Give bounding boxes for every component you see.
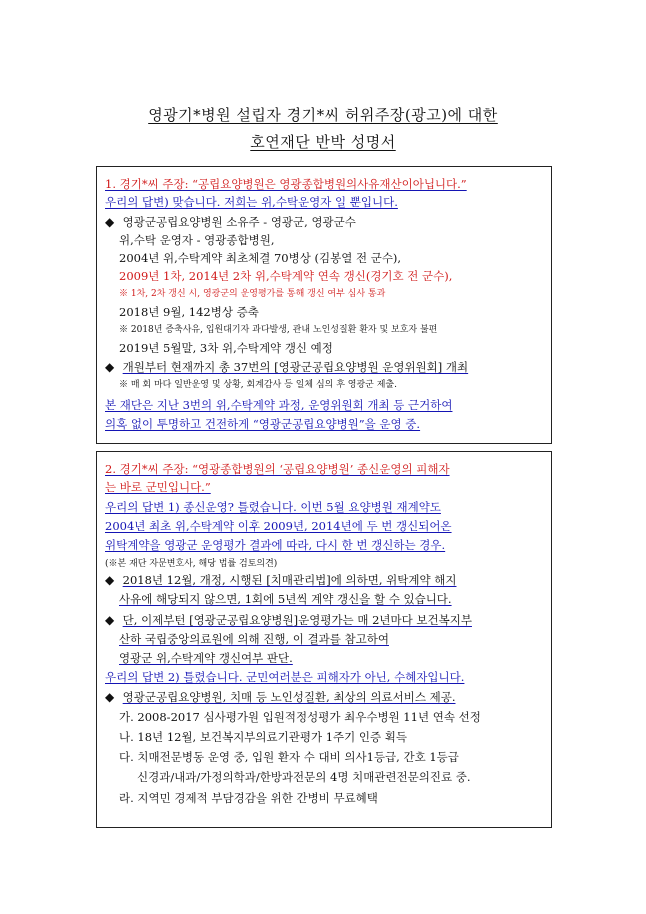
conclusion-line-2: 의혹 없이 투명하고 건전하게 “영광군공립요양병원”을 운영 중. bbox=[105, 417, 421, 431]
bullet-text: 2004년 위,수탁계약 최초체결 70병상 (김봉열 전 군수), bbox=[119, 251, 402, 265]
title-line-1: 영광기*병원 설립자 경기*씨 허위주장(광고)에 대한 bbox=[148, 106, 498, 124]
note-text: ※ 1차, 2차 갱신 시, 영광군의 운영평가를 통해 갱신 여부 심사 통과 bbox=[119, 289, 386, 299]
diamond-bullet-icon: ◆ bbox=[105, 573, 115, 587]
list-item-na: 나. 18년 12월, 보건복지부의료기관평가 1주기 인증 획득 bbox=[119, 730, 408, 744]
claim-2-line-2: 는 바로 군민입니다.” bbox=[105, 480, 211, 494]
answer-2-2: 우리의 답변 2) 틀렸습니다. 군민여러분은 피해자가 아닌, 수혜자입니다. bbox=[105, 670, 465, 684]
bullet-text: 2009년 1차, 2014년 2차 위,수탁계약 연속 갱신(경기호 전 군수), bbox=[119, 269, 453, 283]
list-item-da-cont: 신경과/내과/가정의학과/한방과전문의 4명 치매관련전문의진료 중. bbox=[137, 770, 471, 784]
list-item-ra: 라. 지역민 경제적 부담경감을 위한 간병비 무료혜택 bbox=[119, 791, 378, 805]
claim-1: 1. 경기*씨 주장: “공립요양병원은 영광종합병원의사유재산이아닙니다.” bbox=[105, 177, 467, 191]
diamond-bullet-icon: ◆ bbox=[105, 215, 115, 229]
section-box-2 bbox=[96, 451, 552, 828]
note-text: ※ 매 회 마다 일반운영 및 상황, 회계감사 등 일체 심의 후 영광군 제출. bbox=[119, 380, 397, 390]
bullet-text: 2018년 9월, 142병상 증축 bbox=[119, 305, 259, 319]
bullet-item-services: ◆ 영광군공립요양병원, 치매 등 노인성질환, 최상의 의료서비스 제공. bbox=[105, 690, 456, 704]
bullet-text: 영광군 위,수탁계약 갱신여부 판단. bbox=[119, 651, 293, 665]
bullet-item-owner: ◆ 영광군공립요양병원 소유주 - 영광군, 영광군수 bbox=[105, 215, 356, 229]
conclusion-line-1: 본 재단은 지난 3번의 위,수탁계약 과정, 운영위원회 개최 등 근거하여 bbox=[105, 398, 453, 412]
bullet-text: 위,수탁 운영자 - 영광종합병원, bbox=[119, 233, 275, 247]
answer-2-1-line-3: 위탁계약을 영광군 운영평가 결과에 따라, 다시 한 번 갱신하는 경우. bbox=[105, 538, 446, 552]
bullet-item-dementia-law: ◆ 2018년 12월, 개정, 시행된 [치매관리법]에 의하면, 위탁계약 해지 bbox=[105, 573, 457, 587]
claim-2-line-1: 2. 경기*씨 주장: “영광종합병원의 ‘공립요양병원’ 종신운영의 피해자 bbox=[105, 462, 450, 476]
bullet-item-evaluation: ◆ 단, 이제부턴 [영광군공립요양병원]운영평가는 매 2년마다 보건복지부 bbox=[105, 613, 472, 627]
bullet-text: 2019년 5월말, 3차 위,수탁계약 갱신 예정 bbox=[119, 341, 333, 355]
legal-note: (※본 재단 자문변호사, 해당 법률 검토의견) bbox=[105, 559, 278, 569]
list-item-da: 다. 치매전문병동 운영 중, 입원 환자 수 대비 의사1등급, 간호 1등급 bbox=[119, 750, 459, 764]
section-box-1 bbox=[96, 166, 552, 444]
answer-1: 우리의 답변) 맞습니다. 저희는 위,수탁운영자 일 뿐입니다. bbox=[105, 195, 398, 209]
bullet-text: 산하 국립중앙의료원에 의해 진행, 이 결과를 참고하여 bbox=[119, 632, 389, 646]
diamond-bullet-icon: ◆ bbox=[105, 360, 115, 374]
title-line-2: 호연재단 반박 성명서 bbox=[250, 133, 396, 151]
answer-2-1-line-2: 2004년 최초 위,수탁계약 이후 2009년, 2014년에 두 번 갱신되어온 bbox=[105, 519, 452, 533]
bullet-text: 사유에 해당되지 않으면, 1회에 5년씩 계약 갱신을 할 수 있습니다. bbox=[119, 592, 452, 606]
list-item-ga: 가. 2008-2017 심사평가원 입원적정성평가 최우수병원 11년 연속 선정 bbox=[119, 710, 481, 724]
diamond-bullet-icon: ◆ bbox=[105, 613, 115, 627]
bullet-item-committee: ◆ 개원부터 현재까지 총 37번의 [영광군공립요양병원 운영위원회] 개최 bbox=[105, 360, 469, 374]
diamond-bullet-icon: ◆ bbox=[105, 690, 115, 704]
answer-2-1-line-1: 우리의 답변 1) 종신운영? 틀렸습니다. 이번 5월 요양병원 재계약도 bbox=[105, 500, 441, 514]
note-text: ※ 2018년 증축사유, 입원대기자 과다발생, 관내 노인성질환 환자 및 보호자 불편 bbox=[119, 325, 438, 335]
